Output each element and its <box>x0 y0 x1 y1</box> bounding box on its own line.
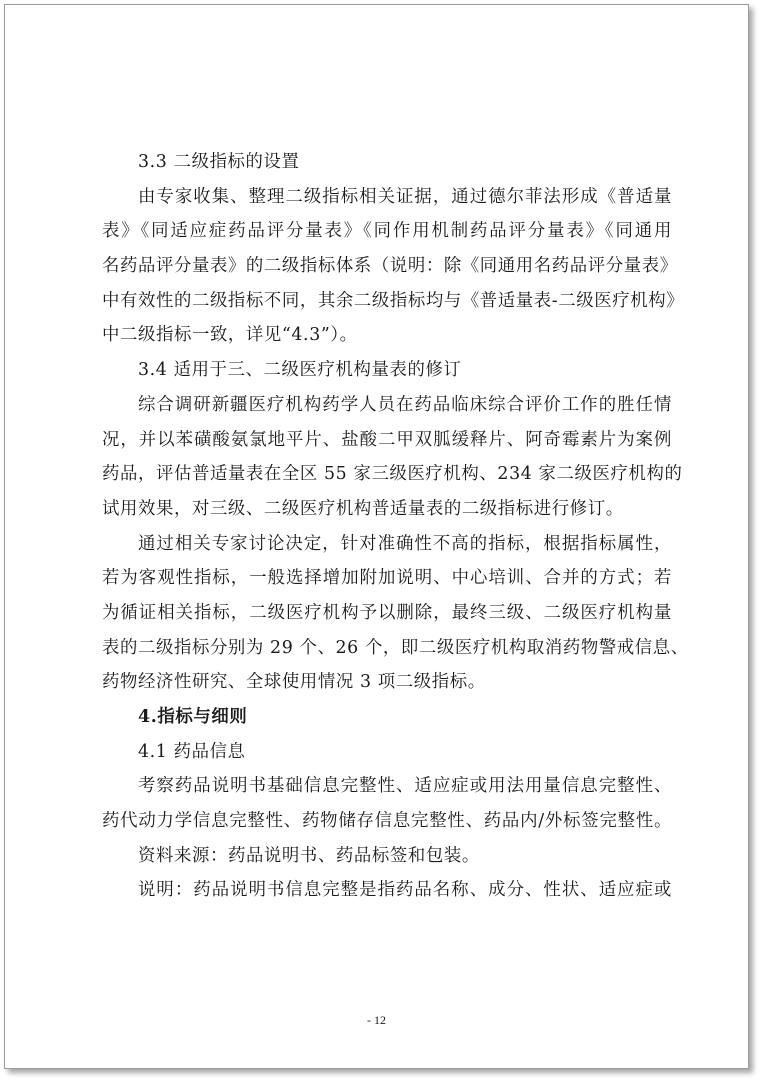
page-body <box>102 145 689 908</box>
text-line-content: 通过相关专家讨论决定，针对准确性不高的指标，根据指标属性， <box>138 533 672 554</box>
text-line-content: 试用效果，对三级、二级医疗机构普适量表的二级指标进行修订。 <box>102 498 624 519</box>
text-line-content: 药品，评估普适量表在全区 55 家三级医疗机构、234 家二级医疗机构的 <box>102 464 683 485</box>
text-line <box>102 631 689 666</box>
text-line <box>102 249 678 284</box>
text-line-content: 资料来源：药品说明书、药品标签和包装。 <box>138 845 480 866</box>
text-line-content: 为循证相关指标，二级医疗机构予以删除，最终三级、二级医疗机构量 <box>102 602 672 623</box>
text-line-content: 综合调研新疆医疗机构药学人员在药品临床综合评价工作的胜任情 <box>138 394 672 415</box>
text-line-content: 3.3 二级指标的设置 <box>138 152 300 172</box>
text-line-content: 4.指标与细则 <box>138 707 248 727</box>
text-line <box>102 284 685 319</box>
text-line-content: 药物经济性研究、全球使用情况 3 项二级指标。 <box>102 672 486 693</box>
section-heading <box>102 700 672 735</box>
text-line <box>102 804 672 839</box>
text-line-content: 中有效性的二级指标不同，其余二级指标均与《普适量表-二级医疗机构》 <box>102 290 685 311</box>
text-line <box>102 769 672 804</box>
text-line-content: 考察药品说明书基础信息完整性、适应症或用法用量信息完整性、 <box>138 776 672 797</box>
text-line <box>102 214 672 249</box>
page-number: - 12 <box>367 1013 386 1027</box>
text-line-content: 表的二级指标分别为 29 个、26 个，即二级医疗机构取消药物警戒信息、 <box>102 637 689 658</box>
text-line-content: 中二级指标一致，详见“4.3”）。 <box>102 325 358 346</box>
text-line <box>102 839 672 874</box>
text-line-content: 说明：药品说明书信息完整是指药品名称、成分、性状、适应症或 <box>138 880 672 901</box>
text-line-content: 名药品评分量表》的二级指标体系（说明：除《同通用名药品评分量表》 <box>102 256 678 277</box>
text-line <box>102 561 672 596</box>
text-line <box>102 388 672 423</box>
text-line <box>102 735 672 770</box>
text-line-content: 由专家收集、整理二级指标相关证据，通过德尔菲法形成《普适量 <box>138 186 672 207</box>
text-line-content: 药代动力学信息完整性、药物储存信息完整性、药品内/外标签完整性。 <box>102 811 672 832</box>
text-line <box>102 353 672 388</box>
text-line-content: 况，并以苯磺酸氨氯地平片、盐酸二甲双胍缓释片、阿奇霉素片为案例 <box>102 429 672 450</box>
text-line <box>102 423 672 458</box>
text-line-content: 3.4 适用于三、二级医疗机构量表的修订 <box>138 360 462 381</box>
text-line <box>102 596 672 631</box>
text-line <box>102 457 683 492</box>
text-line <box>102 492 672 527</box>
text-line-content: 若为客观性指标，一般选择增加附加说明、中心培训、合并的方式；若 <box>102 568 672 589</box>
document-page <box>4 4 749 1069</box>
text-line <box>102 873 672 908</box>
text-line <box>102 180 672 215</box>
text-line <box>102 665 672 700</box>
text-line-content: 表》《同适应症药品评分量表》《同作用机制药品评分量表》《同通用 <box>102 221 672 242</box>
text-line <box>102 527 672 562</box>
text-line <box>102 145 672 180</box>
text-line-content: 4.1 药品信息 <box>138 741 246 762</box>
text-line <box>102 318 672 353</box>
